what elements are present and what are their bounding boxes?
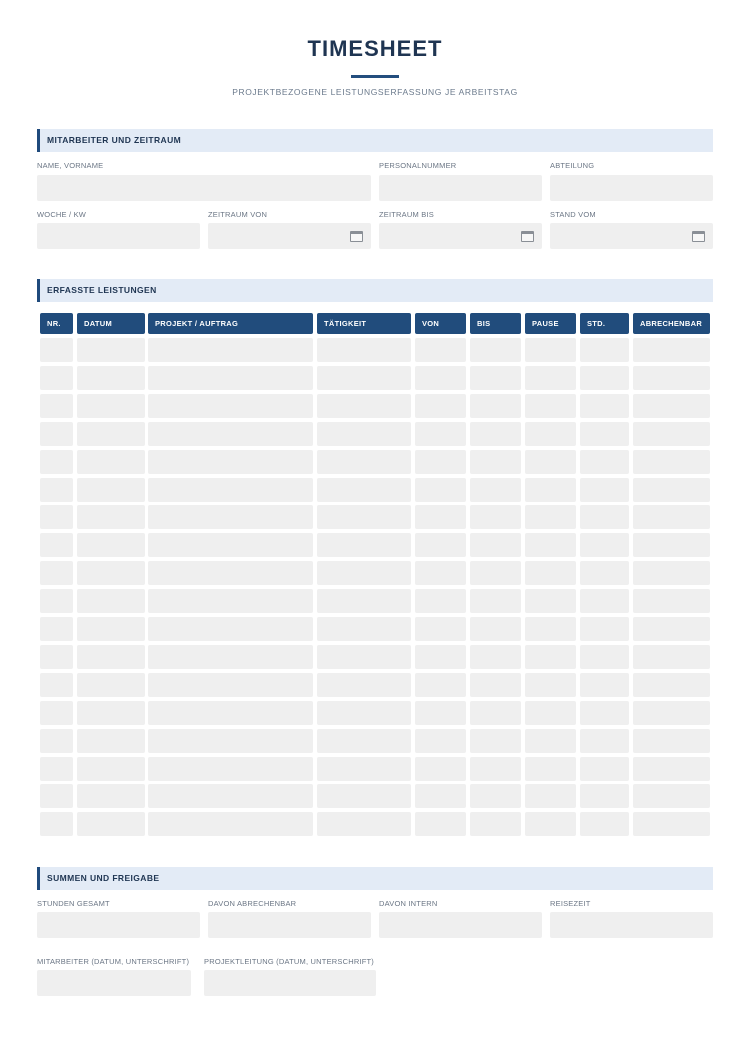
table-cell[interactable] <box>77 812 145 836</box>
page-subtitle: PROJEKTBEZOGENE LEISTUNGSERFASSUNG JE ARBEITSTAG <box>232 87 518 97</box>
table-cell[interactable] <box>148 450 313 474</box>
table-cell[interactable] <box>77 561 145 585</box>
table-cell[interactable] <box>415 422 466 446</box>
table-cell[interactable] <box>470 505 521 529</box>
table-cell[interactable] <box>77 450 145 474</box>
column-header-von: VON <box>415 313 466 334</box>
table-cell[interactable] <box>40 784 73 808</box>
billable-field[interactable] <box>208 912 371 938</box>
table-cell[interactable] <box>317 422 411 446</box>
table-cell[interactable] <box>525 617 576 641</box>
column-header-datum: DATUM <box>77 313 145 334</box>
table-cell[interactable] <box>633 366 710 390</box>
table-cell[interactable] <box>580 533 629 557</box>
table-cell[interactable] <box>580 812 629 836</box>
table-cell[interactable] <box>148 757 313 781</box>
period-from-field[interactable] <box>208 223 371 249</box>
table-cell[interactable] <box>40 366 73 390</box>
table-cell[interactable] <box>415 450 466 474</box>
table-cell[interactable] <box>40 729 73 753</box>
table-cell[interactable] <box>148 422 313 446</box>
column-header-pause: PAUSE <box>525 313 576 334</box>
table-cell[interactable] <box>580 589 629 613</box>
table-cell[interactable] <box>77 673 145 697</box>
table-cell[interactable] <box>40 673 73 697</box>
table-cell[interactable] <box>148 561 313 585</box>
table-cell[interactable] <box>40 450 73 474</box>
department-field[interactable] <box>550 175 713 201</box>
table-cell[interactable] <box>40 422 73 446</box>
total-hours-field[interactable] <box>37 912 200 938</box>
table-cell[interactable] <box>580 561 629 585</box>
section-title-totals: SUMMEN UND FREIGABE <box>47 873 160 883</box>
table-cell[interactable] <box>525 589 576 613</box>
table-cell[interactable] <box>470 533 521 557</box>
period-to-label: ZEITRAUM BIS <box>379 210 434 219</box>
name-label: NAME, VORNAME <box>37 161 104 170</box>
table-cell[interactable] <box>633 673 710 697</box>
table-cell[interactable] <box>415 394 466 418</box>
table-cell[interactable] <box>633 450 710 474</box>
table-cell[interactable] <box>580 478 629 502</box>
billable-label: DAVON ABRECHENBAR <box>208 899 297 908</box>
table-cell[interactable] <box>415 505 466 529</box>
table-cell[interactable] <box>633 533 710 557</box>
table-cell[interactable] <box>580 729 629 753</box>
table-cell[interactable] <box>525 533 576 557</box>
department-label: ABTEILUNG <box>550 161 595 170</box>
table-cell[interactable] <box>470 478 521 502</box>
table-cell[interactable] <box>317 757 411 781</box>
table-cell[interactable] <box>470 450 521 474</box>
table-cell[interactable] <box>317 729 411 753</box>
table-cell[interactable] <box>415 701 466 725</box>
table-cell[interactable] <box>470 812 521 836</box>
table-cell[interactable] <box>415 478 466 502</box>
table-cell[interactable] <box>148 505 313 529</box>
section-title-entries: ERFASSTE LEISTUNGEN <box>47 285 157 295</box>
table-cell[interactable] <box>40 561 73 585</box>
table-cell[interactable] <box>40 617 73 641</box>
table-cell[interactable] <box>148 338 313 362</box>
table-cell[interactable] <box>148 589 313 613</box>
personnel-number-field[interactable] <box>379 175 542 201</box>
table-cell[interactable] <box>415 366 466 390</box>
section-header-entries <box>37 279 713 302</box>
table-cell[interactable] <box>470 701 521 725</box>
travel-time-field[interactable] <box>550 912 713 938</box>
calendar-icon[interactable] <box>692 231 705 242</box>
table-cell[interactable] <box>580 505 629 529</box>
table-cell[interactable] <box>40 505 73 529</box>
table-cell[interactable] <box>77 505 145 529</box>
table-cell[interactable] <box>415 673 466 697</box>
table-cell[interactable] <box>40 701 73 725</box>
table-cell[interactable] <box>633 338 710 362</box>
table-cell[interactable] <box>470 729 521 753</box>
table-cell[interactable] <box>40 338 73 362</box>
table-cell[interactable] <box>148 533 313 557</box>
table-cell[interactable] <box>77 366 145 390</box>
table-cell[interactable] <box>317 338 411 362</box>
table-cell[interactable] <box>317 812 411 836</box>
table-cell[interactable] <box>633 478 710 502</box>
table-cell[interactable] <box>470 561 521 585</box>
table-cell[interactable] <box>148 366 313 390</box>
title-underline <box>351 75 399 78</box>
as-of-label: STAND VOM <box>550 210 596 219</box>
column-header-bis: BIS <box>470 313 521 334</box>
table-cell[interactable] <box>470 757 521 781</box>
table-cell[interactable] <box>148 645 313 669</box>
table-cell[interactable] <box>470 784 521 808</box>
table-cell[interactable] <box>633 561 710 585</box>
table-cell[interactable] <box>525 729 576 753</box>
table-cell[interactable] <box>633 812 710 836</box>
table-cell[interactable] <box>317 617 411 641</box>
table-cell[interactable] <box>470 338 521 362</box>
table-cell[interactable] <box>415 561 466 585</box>
table-cell[interactable] <box>317 478 411 502</box>
table-cell[interactable] <box>77 589 145 613</box>
table-cell[interactable] <box>40 394 73 418</box>
page-title: TIMESHEET <box>307 36 443 61</box>
table-cell[interactable] <box>633 394 710 418</box>
table-cell[interactable] <box>580 422 629 446</box>
table-cell[interactable] <box>317 505 411 529</box>
lead-signature-label: PROJEKTLEITUNG (DATUM, UNTERSCHRIFT) <box>204 957 374 966</box>
table-cell[interactable] <box>77 617 145 641</box>
table-cell[interactable] <box>470 366 521 390</box>
table-cell[interactable] <box>317 784 411 808</box>
table-cell[interactable] <box>525 673 576 697</box>
table-cell[interactable] <box>40 812 73 836</box>
table-cell[interactable] <box>580 338 629 362</box>
table-cell[interactable] <box>148 701 313 725</box>
table-cell[interactable] <box>317 366 411 390</box>
table-cell[interactable] <box>470 645 521 669</box>
table-cell[interactable] <box>580 757 629 781</box>
table-cell[interactable] <box>40 589 73 613</box>
table-cell[interactable] <box>415 617 466 641</box>
table-cell[interactable] <box>525 450 576 474</box>
table-cell[interactable] <box>525 561 576 585</box>
table-cell[interactable] <box>633 645 710 669</box>
table-cell[interactable] <box>415 338 466 362</box>
table-cell[interactable] <box>580 673 629 697</box>
internal-field[interactable] <box>379 912 542 938</box>
table-cell[interactable] <box>415 812 466 836</box>
table-cell[interactable] <box>77 422 145 446</box>
table-cell[interactable] <box>415 645 466 669</box>
table-cell[interactable] <box>633 505 710 529</box>
period-from-label: ZEITRAUM VON <box>208 210 268 219</box>
table-cell[interactable] <box>415 757 466 781</box>
table-cell[interactable] <box>317 673 411 697</box>
calendar-icon[interactable] <box>521 231 534 242</box>
week-field[interactable] <box>37 223 200 249</box>
table-cell[interactable] <box>470 617 521 641</box>
table-cell[interactable] <box>633 701 710 725</box>
table-cell[interactable] <box>77 645 145 669</box>
table-cell[interactable] <box>633 422 710 446</box>
table-cell[interactable] <box>148 617 313 641</box>
table-cell[interactable] <box>580 617 629 641</box>
table-cell[interactable] <box>77 784 145 808</box>
table-cell[interactable] <box>525 394 576 418</box>
employee-signature-label: MITARBEITER (DATUM, UNTERSCHRIFT) <box>37 957 190 966</box>
table-cell[interactable] <box>470 673 521 697</box>
table-cell[interactable] <box>317 533 411 557</box>
travel-time-label: REISEZEIT <box>550 899 591 908</box>
total-hours-label: STUNDEN GESAMT <box>37 899 110 908</box>
table-cell[interactable] <box>148 394 313 418</box>
table-cell[interactable] <box>148 812 313 836</box>
table-cell[interactable] <box>77 394 145 418</box>
table-cell[interactable] <box>580 366 629 390</box>
table-cell[interactable] <box>148 729 313 753</box>
table-cell[interactable] <box>580 394 629 418</box>
table-cell[interactable] <box>77 757 145 781</box>
section-header-totals <box>37 867 713 890</box>
table-cell[interactable] <box>633 784 710 808</box>
table-cell[interactable] <box>580 701 629 725</box>
table-cell[interactable] <box>317 645 411 669</box>
table-cell[interactable] <box>148 673 313 697</box>
table-cell[interactable] <box>415 729 466 753</box>
table-cell[interactable] <box>525 701 576 725</box>
table-cell[interactable] <box>470 589 521 613</box>
table-cell[interactable] <box>633 757 710 781</box>
column-header-abrechenbar: ABRECHENBAR <box>633 313 710 334</box>
table-cell[interactable] <box>77 701 145 725</box>
table-cell[interactable] <box>633 617 710 641</box>
table-cell[interactable] <box>525 366 576 390</box>
table-cell[interactable] <box>317 701 411 725</box>
table-cell[interactable] <box>415 533 466 557</box>
table-cell[interactable] <box>415 784 466 808</box>
table-cell[interactable] <box>148 478 313 502</box>
table-cell[interactable] <box>525 757 576 781</box>
table-cell[interactable] <box>77 533 145 557</box>
employee-signature-field[interactable] <box>37 970 191 996</box>
table-cell[interactable] <box>470 422 521 446</box>
personnel-number-label: PERSONALNUMMER <box>379 161 457 170</box>
name-field[interactable] <box>37 175 371 201</box>
calendar-icon[interactable] <box>350 231 363 242</box>
column-header-projekt: PROJEKT / AUFTRAG <box>148 313 313 334</box>
table-cell[interactable] <box>317 589 411 613</box>
as-of-field[interactable] <box>550 223 713 249</box>
period-to-field[interactable] <box>379 223 542 249</box>
table-cell[interactable] <box>525 645 576 669</box>
table-cell[interactable] <box>525 478 576 502</box>
table-cell[interactable] <box>525 422 576 446</box>
table-cell[interactable] <box>415 589 466 613</box>
table-cell[interactable] <box>580 784 629 808</box>
table-cell[interactable] <box>148 784 313 808</box>
table-cell[interactable] <box>633 589 710 613</box>
table-cell[interactable] <box>525 505 576 529</box>
section-header-employee <box>37 129 713 152</box>
table-cell[interactable] <box>77 729 145 753</box>
column-header-taetigkeit: TÄTIGKEIT <box>317 313 411 334</box>
table-cell[interactable] <box>580 645 629 669</box>
table-cell[interactable] <box>525 338 576 362</box>
section-title-employee: MITARBEITER UND ZEITRAUM <box>47 135 182 145</box>
internal-label: DAVON INTERN <box>379 899 438 908</box>
column-header-nr: NR. <box>40 313 73 334</box>
table-cell[interactable] <box>40 533 73 557</box>
column-header-std: STD. <box>580 313 629 334</box>
table-cell[interactable] <box>77 338 145 362</box>
table-cell[interactable] <box>40 757 73 781</box>
table-cell[interactable] <box>40 478 73 502</box>
table-cell[interactable] <box>525 784 576 808</box>
table-cell[interactable] <box>40 645 73 669</box>
table-cell[interactable] <box>77 478 145 502</box>
table-cell[interactable] <box>317 394 411 418</box>
table-cell[interactable] <box>525 812 576 836</box>
table-cell[interactable] <box>470 394 521 418</box>
lead-signature-field[interactable] <box>204 970 376 996</box>
table-cell[interactable] <box>633 729 710 753</box>
table-cell[interactable] <box>317 561 411 585</box>
table-cell[interactable] <box>317 450 411 474</box>
table-cell[interactable] <box>580 450 629 474</box>
week-label: WOCHE / KW <box>37 210 87 219</box>
